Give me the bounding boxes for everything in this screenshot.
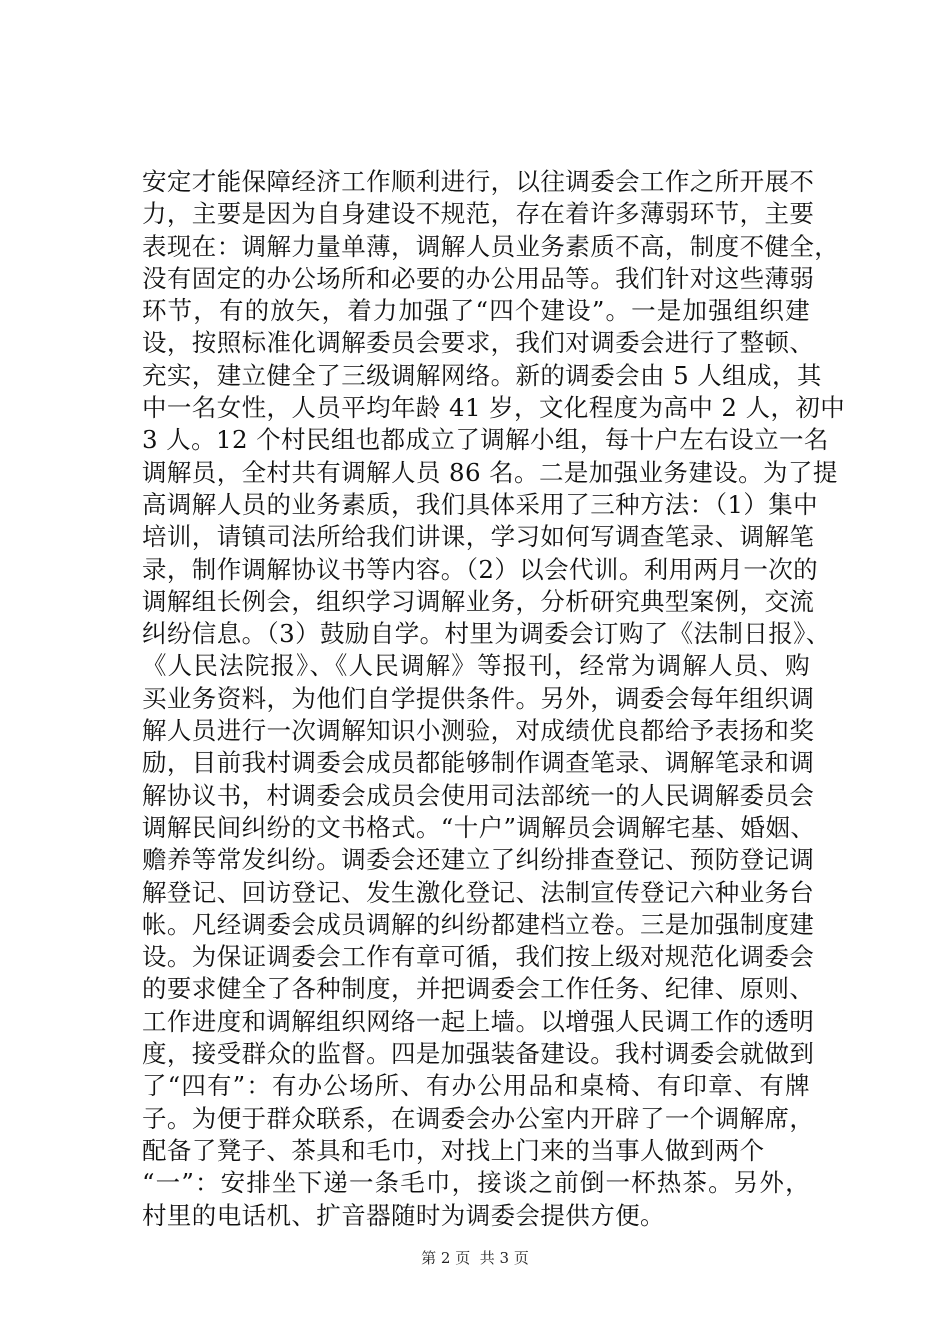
- text-line: 帐。凡经调委会成员调解的纠纷都建档立卷。三是加强制度建: [142, 909, 815, 939]
- text-line: 高调解人员的业务素质，我们具体采用了三种方法：（1）集中: [142, 489, 819, 519]
- text-line: 设，按照标准化调解委员会要求，我们对调委会进行了整顿、: [142, 328, 815, 358]
- text-line: 赡养等常发纠纷。调委会还建立了纠纷排查登记、预防登记调: [142, 845, 815, 875]
- text-line: 充实，建立健全了三级调解网络。新的调委会由 5 人组成，其: [142, 360, 822, 390]
- body-paragraph: [142, 166, 846, 1232]
- text-line: 力，主要是因为自身建设不规范，存在着许多薄弱环节，主要: [142, 199, 815, 229]
- text-line: 解人员进行一次调解知识小测验，对成绩优良都给予表扬和奖: [142, 716, 815, 746]
- page-number-label: 第 2 页 共 3 页: [421, 1249, 529, 1267]
- text-line: 环节，有的放矢，着力加强了“四个建设”。一是加强组织建: [142, 296, 810, 326]
- text-line: 了“四有”：有办公场所、有办公用品和桌椅、有印章、有牌: [142, 1071, 810, 1101]
- text-line: 度，接受群众的监督。四是加强装备建设。我村调委会就做到: [142, 1039, 815, 1069]
- text-line: 调解组长例会，组织学习调解业务，分析研究典型案例，交流: [142, 586, 815, 616]
- text-line: 中一名女性，人员平均年龄 41 岁，文化程度为高中 2 人，初中: [142, 393, 846, 423]
- text-line: 录，制作调解协议书等内容。（2）以会代训。利用两月一次的: [142, 554, 819, 584]
- text-line: 培训，请镇司法所给我们讲课，学习如何写调查笔录、调解笔: [142, 522, 815, 552]
- text-line: 买业务资料，为他们自学提供条件。另外，调委会每年组织调: [142, 683, 815, 713]
- text-line: 配备了凳子、茶具和毛巾，对找上门来的当事人做到两个: [142, 1135, 765, 1165]
- text-line: 的要求健全了各种制度，并把调委会工作任务、纪律、原则、: [142, 974, 815, 1004]
- text-line: 没有固定的办公场所和必要的办公用品等。我们针对这些薄弱: [142, 263, 815, 293]
- text-line: 工作进度和调解组织网络一起上墙。以增强人民调工作的透明: [142, 1006, 815, 1036]
- text-line: 表现在：调解力量单薄，调解人员业务素质不高，制度不健全，: [142, 231, 840, 261]
- text-line: 子。为便于群众联系，在调委会办公室内开辟了一个调解席，: [142, 1103, 815, 1133]
- text-line: 3 人。12 个村民组也都成立了调解小组，每十户左右设立一名: [142, 425, 829, 455]
- text-line: 调解员，全村共有调解人员 86 名。二是加强业务建设。为了提: [142, 457, 838, 487]
- text-line: 《人民法院报》、《人民调解》等报刊，经常为调解人员、购: [142, 651, 810, 681]
- text-line: 村里的电话机、扩音器随时为调委会提供方便。: [142, 1200, 665, 1230]
- text-line: 解协议书，村调委会成员会使用司法部统一的人民调解委员会: [142, 780, 815, 810]
- text-line: 安定才能保障经济工作顺利进行，以往调委会工作之所开展不: [142, 167, 815, 196]
- text-line: 解登记、回访登记、发生激化登记、法制宣传登记六种业务台: [142, 877, 815, 907]
- text-line: 励，目前我村调委会成员都能够制作调查笔录、调解笔录和调: [142, 748, 815, 778]
- text-line: “一”：安排坐下递一条毛巾，接谈之前倒一杯热茶。另外，: [142, 1168, 810, 1198]
- text-line: 纠纷信息。（3）鼓励自学。村里为调委会订购了《法制日报》、: [142, 619, 831, 649]
- page-footer: [0, 1248, 950, 1268]
- text-line: 设。为保证调委会工作有章可循，我们按上级对规范化调委会: [142, 942, 815, 972]
- text-line: 调解民间纠纷的文书格式。“十户”调解员会调解宅基、婚姻、: [142, 812, 816, 842]
